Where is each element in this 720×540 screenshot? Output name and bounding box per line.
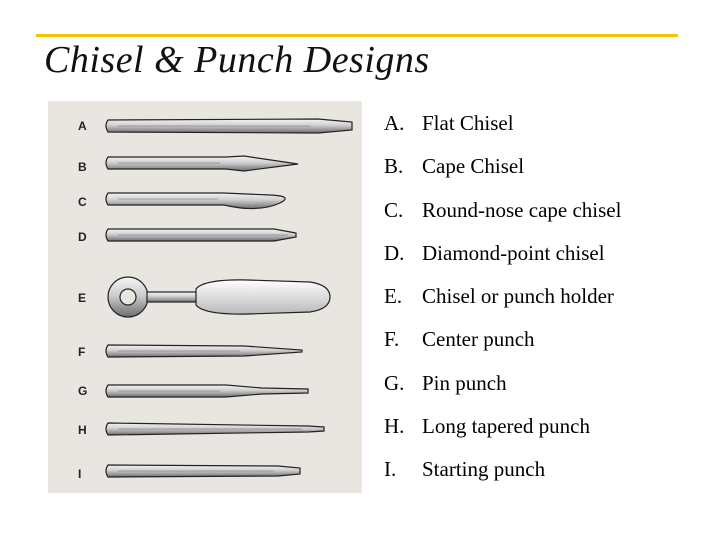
figure-label-b: B — [78, 160, 87, 174]
title-rule — [36, 34, 678, 37]
figure-label-a: A — [78, 119, 87, 133]
figure-label-f: F — [78, 345, 86, 359]
cape-chisel-drawing — [106, 156, 298, 171]
figure-label-i: I — [78, 467, 82, 481]
figure-label-e: E — [78, 291, 87, 305]
list-item: H. Long tapered punch — [384, 414, 590, 439]
list-item: A. Flat Chisel — [384, 111, 514, 135]
list-item: E. Chisel or punch holder — [384, 284, 614, 309]
tools-figure — [48, 101, 362, 493]
round-nose-cape-chisel-drawing — [106, 193, 285, 209]
list-item: F. Center punch — [384, 327, 535, 352]
list-item: G. Pin punch — [384, 370, 507, 395]
list-item: B. Cape Chisel — [384, 154, 525, 179]
list-item: C. Round-nose cape chisel — [384, 197, 622, 222]
figure-label-h: H — [78, 423, 87, 437]
figure-label-g: G — [78, 384, 88, 398]
list-item: I. Starting punch — [384, 457, 546, 482]
figure-label-d: D — [78, 230, 87, 244]
punch-holder-drawing — [108, 277, 330, 317]
tool-list — [384, 104, 621, 494]
slide-title: Chisel & Punch Designs — [44, 39, 430, 81]
figure-label-c: C — [78, 195, 87, 209]
list-item: D. Diamond-point chisel — [384, 240, 605, 265]
